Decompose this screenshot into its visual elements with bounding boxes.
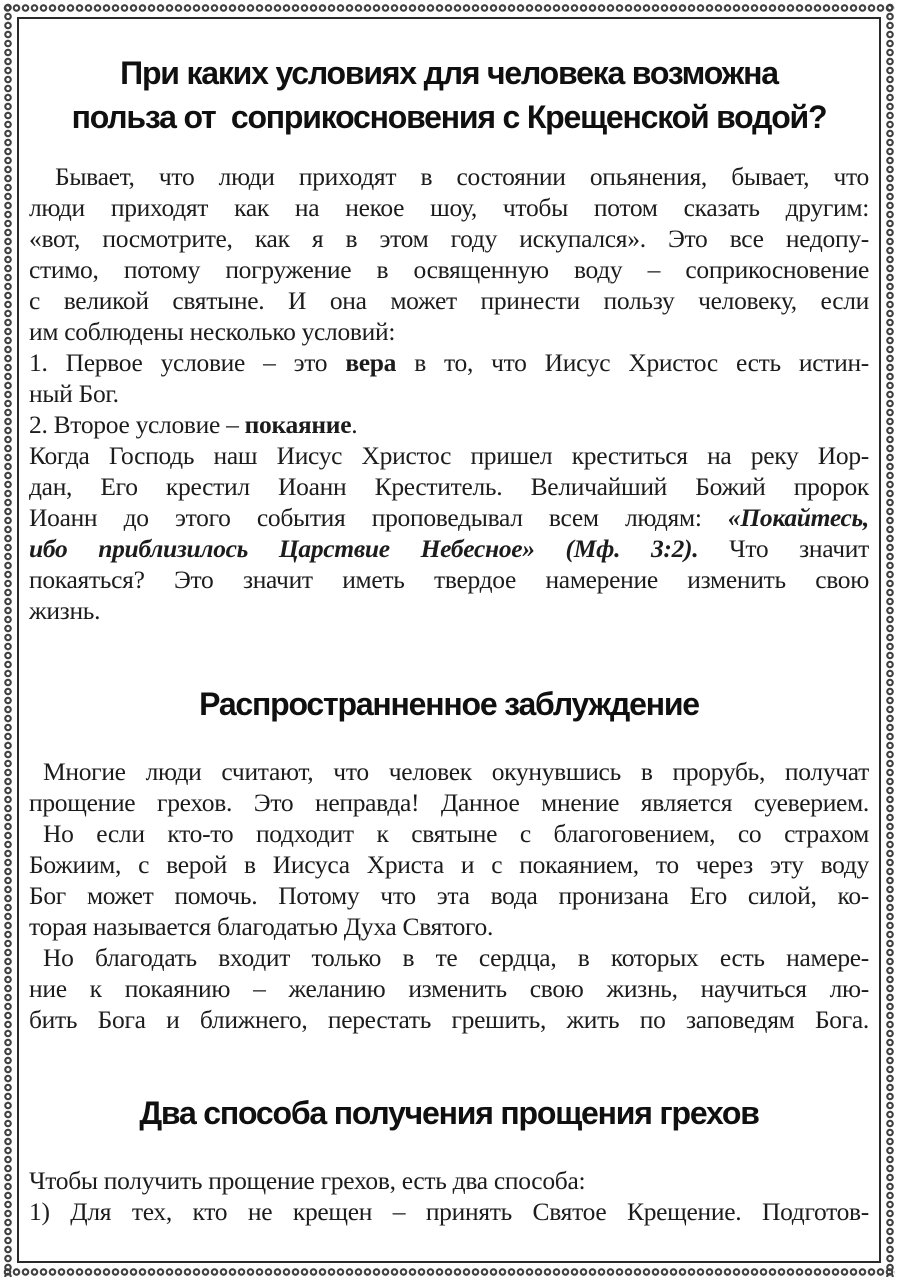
paragraph-conditions xyxy=(29,161,869,626)
text-line xyxy=(29,192,869,223)
chain-border-left xyxy=(3,3,13,1277)
text-segment: ние к покаянию – желанию изменить свою жизнь, научиться лю- xyxy=(29,974,869,1003)
text-segment: покаяние xyxy=(244,410,352,439)
text-segment: 1) Для тех, кто не крещен – принять Святое Крещение. Подготов- xyxy=(29,1197,869,1226)
text-line xyxy=(29,756,869,787)
chain-border-right xyxy=(885,3,895,1277)
heading-line: При каких условиях для человека возможна xyxy=(120,55,778,91)
text-line xyxy=(29,787,869,818)
text-segment: Бог может помочь. Потому что эта вода пронизана Его силой, ко- xyxy=(29,881,869,910)
text-segment: прощение грехов. Это неправда! Данное мнение является суеверием. xyxy=(29,788,869,817)
text-segment: ный Бог. xyxy=(29,379,119,408)
heading-line: польза от соприкосновения с Крещенской водой? xyxy=(71,99,827,135)
text-line xyxy=(29,818,869,849)
document-content xyxy=(19,19,879,1261)
text-segment: жизнь. xyxy=(29,596,101,625)
text-segment: торая называется благодатью Духа Святого. xyxy=(29,912,494,941)
text-segment: им соблюдены несколько условий: xyxy=(29,317,396,346)
text-line xyxy=(29,409,869,440)
heading-main-question xyxy=(29,51,869,139)
text-segment: в то, что Иисус Христос есть истин- xyxy=(396,348,869,377)
text-line xyxy=(29,942,869,973)
text-segment: Когда Господь наш Иисус Христос пришел креститься на реку Иор- xyxy=(29,441,869,470)
paragraph-misconception xyxy=(29,756,869,1035)
text-line xyxy=(29,1165,869,1196)
text-segment: Но если кто-то подходит к святыне с благоговением, со страхом xyxy=(43,819,869,848)
text-line xyxy=(29,564,869,595)
text-segment: 1. Первое условие – это xyxy=(29,348,346,377)
text-segment: 2. Второе условие – xyxy=(29,410,245,439)
text-segment: . xyxy=(351,410,358,439)
text-segment: с великой святыне. И она может принести пользу человеку, если xyxy=(29,286,869,315)
heading-two-ways xyxy=(29,1091,869,1135)
text-segment: ибо приблизилось Царствие Небесное» (Мф. 3:2). xyxy=(29,534,699,563)
text-line xyxy=(29,254,869,285)
text-line xyxy=(29,285,869,316)
text-segment: вера xyxy=(345,348,397,377)
heading-line: Два способа получения прощения грехов xyxy=(139,1095,759,1131)
heading-line: Распространненное заблуждение xyxy=(199,686,699,722)
text-line xyxy=(29,316,869,347)
text-line xyxy=(29,849,869,880)
text-segment: дан, Его крестил Иоанн Креститель. Величайший Божий пророк xyxy=(29,472,869,501)
text-segment: Божиим, с верой в Иисуса Христа и с покаянием, то через эту воду xyxy=(29,850,869,879)
chain-border-top xyxy=(3,3,895,13)
text-line xyxy=(29,880,869,911)
text-segment: Иоанн до этого события проповедывал всем людям: xyxy=(29,503,728,532)
text-line xyxy=(29,595,869,626)
text-line xyxy=(29,911,869,942)
text-segment: «вот, посмотрите, как я в этом году искупался». Это все недопу- xyxy=(29,224,869,253)
text-segment: Чтобы получить прощение грехов, есть два способа: xyxy=(29,1166,586,1195)
text-segment: бить Бога и ближнего, перестать грешить, жить по заповедям Бога. xyxy=(29,1005,869,1034)
text-segment: «Покайтесь, xyxy=(727,503,869,532)
text-line xyxy=(29,223,869,254)
text-line xyxy=(29,502,869,533)
text-segment: люди приходят как на некое шоу, чтобы потом сказать другим: xyxy=(29,193,869,222)
text-line xyxy=(29,161,869,192)
text-line xyxy=(29,440,869,471)
text-segment: Бывает, что люди приходят в состоянии опьянения, бывает, что xyxy=(55,162,869,191)
text-line xyxy=(29,347,869,378)
text-line xyxy=(29,1196,869,1227)
text-segment: Что значит xyxy=(698,534,869,563)
text-segment: покаяться? Это значит иметь твердое намерение изменить свою xyxy=(29,565,869,594)
heading-common-misconception xyxy=(29,682,869,726)
text-line xyxy=(29,378,869,409)
text-line xyxy=(29,471,869,502)
chain-border-bottom xyxy=(3,1267,895,1277)
text-segment: стимо, потому погружение в освященную воду – соприкосновение xyxy=(29,255,869,284)
text-segment: Но благодать входит только в те сердца, в которых есть намере- xyxy=(43,943,869,972)
text-segment: Многие люди считают, что человек окунувшись в прорубь, получат xyxy=(43,757,869,786)
paragraph-two-ways xyxy=(29,1165,869,1227)
text-line xyxy=(29,1004,869,1035)
text-line xyxy=(29,973,869,1004)
text-line xyxy=(29,533,869,564)
